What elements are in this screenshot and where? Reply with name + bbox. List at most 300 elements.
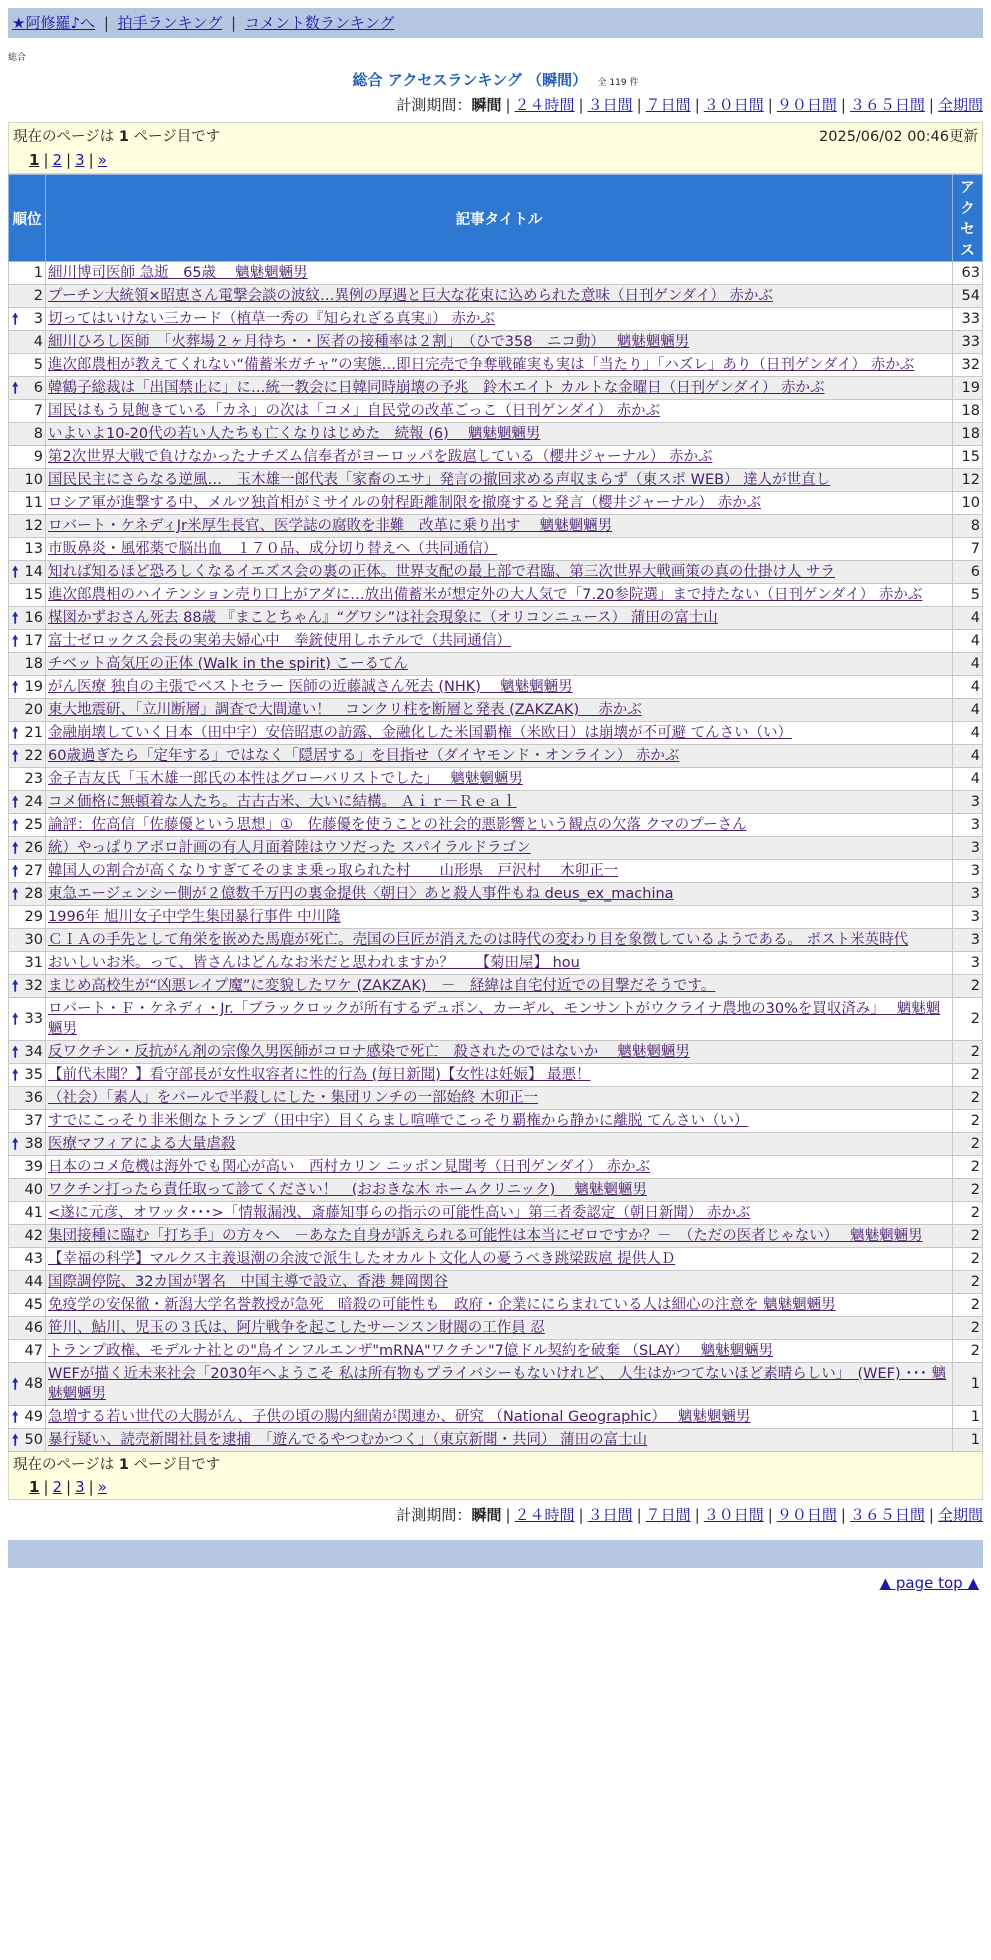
rank-number: 28 [24, 886, 43, 902]
article-link[interactable]: すでにこっそり非米側なトランプ（田中宇）目くらまし喧嘩でこっそり覇権から静かに離脱 てんさい（い） [48, 1113, 749, 1129]
access-count: 3 [953, 791, 983, 814]
table-row [9, 630, 983, 653]
period-link-0[interactable]: ２４時間 [514, 1506, 575, 1524]
article-link[interactable]: 急増する若い世代の大腸がん、子供の頃の腸内細菌が関連か、研究 （National Geographic） 魑魅魍魎男 [48, 1409, 751, 1425]
access-count: 1 [953, 1363, 983, 1406]
article-link[interactable]: 国際調停院、32カ国が署名 中国主導で設立、香港 舞岡関谷 [48, 1274, 449, 1290]
access-count: 2 [953, 1156, 983, 1179]
table-row [9, 975, 983, 998]
period-label: 計測期間： [396, 1506, 472, 1524]
article-link[interactable]: 医療マフィアによる大量虐殺 [48, 1136, 236, 1152]
table-row [9, 331, 983, 354]
article-link[interactable]: 【前代未聞？】看守部長が女性収容者に性的行為 (毎日新聞)【女性は妊娠】 最悪！ [48, 1067, 591, 1083]
access-count: 4 [953, 676, 983, 699]
up-arrow-icon: 🠕 [12, 816, 19, 834]
period-link-4[interactable]: ９０日間 [776, 96, 837, 114]
rank-cell [9, 561, 46, 584]
rank-number: 47 [24, 1343, 43, 1359]
table-row [9, 676, 983, 699]
period-separator: | [505, 1506, 511, 1524]
article-link[interactable]: （社会）「素人」をバールで半殺しにした・集団リンチの一部始終 木卯正一 [48, 1090, 539, 1106]
article-link[interactable]: 60歳過ぎたら「定年する」ではなく「隠居する」を目指せ（ダイヤモンド・オンライン） 赤かぶ [48, 748, 680, 764]
article-link[interactable]: 金子吉友氏「玉木雄一郎氏の本性はグローバリストでした」 魑魅魍魎男 [48, 771, 523, 787]
rank-cell [9, 998, 46, 1041]
rank-number: 2 [33, 288, 43, 304]
access-count: 2 [953, 1041, 983, 1064]
up-arrow-icon: 🠕 [12, 1010, 19, 1028]
up-arrow-icon: 🠕 [12, 1375, 19, 1393]
title-cell [46, 883, 953, 906]
page-link-2[interactable]: 2 [52, 1478, 63, 1496]
title-cell [46, 653, 953, 676]
table-row [9, 653, 983, 676]
page-link-2[interactable]: 2 [52, 151, 63, 169]
period-label: 計測期間： [396, 96, 472, 114]
title-cell [46, 1156, 953, 1179]
title-cell [46, 1429, 953, 1452]
title-cell [46, 423, 953, 446]
access-count: 8 [953, 515, 983, 538]
access-count: 4 [953, 768, 983, 791]
page-link-3[interactable]: 3 [75, 151, 85, 169]
rank-number: 35 [24, 1067, 43, 1083]
page-separator: | [88, 1478, 94, 1496]
article-link[interactable]: ワクチン打ったら責任取って診てください！ (おおきな木 ホームクリニック) 魑魅魍魎男 [48, 1182, 647, 1198]
top-nav-bar [8, 8, 983, 38]
article-link[interactable]: 東大地震研、「立川断層」調査で大間違い！ コンクリ柱を断層と発表 (ZAKZAK) 赤かぶ [48, 702, 642, 718]
period-separator: | [840, 1506, 846, 1524]
page-link-current[interactable] [29, 151, 39, 169]
page-link-3[interactable]: 3 [75, 1478, 85, 1496]
rank-cell [9, 354, 46, 377]
access-count: 18 [953, 400, 983, 423]
access-count: 19 [953, 377, 983, 400]
title-cell [46, 446, 953, 469]
up-arrow-icon: 🠕 [12, 885, 19, 903]
table-row [9, 1202, 983, 1225]
rank-number: 40 [24, 1182, 43, 1198]
title-cell [46, 745, 953, 768]
title-cell [46, 377, 953, 400]
up-arrow-icon: 🠕 [12, 977, 19, 995]
rank-cell [9, 1179, 46, 1202]
table-row [9, 584, 983, 607]
title-cell [46, 538, 953, 561]
rank-cell [9, 814, 46, 837]
title-cell [46, 492, 953, 515]
article-link[interactable]: 市販鼻炎・風邪薬で脳出血 １７０品、成分切り替えへ（共同通信） [48, 541, 498, 557]
title-cell [46, 906, 953, 929]
table-row [9, 1225, 983, 1248]
article-link[interactable]: ロバート・Ｆ・ケネディ・Jr.「ブラックロックが所有するデュポン、カーギル、モンサントがウクライナ農地の30%を買収済み」 魑魅魍魎男 [48, 1001, 941, 1037]
title-cell [46, 791, 953, 814]
title-cell [46, 929, 953, 952]
rank-cell [9, 1406, 46, 1429]
access-count: 7 [953, 538, 983, 561]
rank-cell [9, 653, 46, 676]
access-count: 63 [953, 262, 983, 285]
rank-number: 22 [24, 748, 43, 764]
rank-cell [9, 745, 46, 768]
article-link[interactable]: 富士ゼロックス会長の実弟夫婦心中 拳銃使用しホテルで（共同通信） [48, 633, 511, 649]
rank-cell [9, 1064, 46, 1087]
home-link[interactable]: ★阿修羅♪へ [12, 14, 96, 32]
title-cell [46, 607, 953, 630]
period-separator: | [578, 1506, 584, 1524]
pagination [13, 149, 978, 171]
period-separator: | [928, 1506, 934, 1524]
article-link[interactable]: 進次郎農相のハイテンション売り口上がアダに…放出備蓄米が想定外の大人気で「7.20参院選」まで持たない（日刊ゲンダイ） 赤かぶ [48, 587, 923, 603]
access-count: 3 [953, 860, 983, 883]
title-cell [46, 469, 953, 492]
table-row [9, 860, 983, 883]
rank-number: 44 [24, 1274, 43, 1290]
access-count: 12 [953, 469, 983, 492]
access-count: 3 [953, 952, 983, 975]
rank-number: 25 [24, 817, 43, 833]
title-cell [46, 285, 953, 308]
period-link-4[interactable]: ９０日間 [776, 1506, 837, 1524]
article-link[interactable]: ＣＩＡの手先として角栄を嵌めた馬鹿が死亡。売国の巨匠が消えたのは時代の変わり目を象徴しているようである。 ポスト米英時代 [48, 932, 909, 948]
comment-ranking-link[interactable]: コメント数ランキング [244, 14, 395, 32]
table-row [9, 492, 983, 515]
current-page-text: 現在のページは 1 ページ目です [13, 1457, 221, 1473]
period-link-5[interactable]: ３６５日間 [849, 96, 925, 114]
up-arrow-icon: 🠕 [12, 1431, 19, 1449]
rank-number: 37 [24, 1113, 43, 1129]
rank-number: 9 [33, 449, 43, 465]
article-link[interactable]: WEFが描く近未来社会「2030年へようこそ 私は所有物もプライバシーもないけれど、 人生はかつてないほど素晴らしい」 (WEF) ･･･ 魑魅魍魎男 [48, 1366, 947, 1402]
category-label: 総合 [8, 53, 27, 63]
article-link[interactable]: プーチン大統領×昭恵さん電撃会談の波紋…異例の厚遇と巨大な花束に込められた意味（日刊ゲンダイ） 赤かぶ [48, 288, 773, 304]
article-link[interactable]: 金融崩壊していく日本（田中宇）安倍昭恵の訪露、金融化した米国覇権（米欧日）は崩壊が不可避 てんさい（い） [48, 725, 793, 741]
rank-number: 43 [24, 1251, 43, 1267]
article-link[interactable]: 反ワクチン・反抗がん剤の宗像久男医師がコロナ感染で死亡 殺されたのではないか 魑魅魍魎男 [48, 1044, 690, 1060]
table-row [9, 998, 983, 1041]
access-count: 2 [953, 1294, 983, 1317]
table-row [9, 745, 983, 768]
page-separator: | [66, 1478, 72, 1496]
article-link[interactable]: ロシア軍が進撃する中、メルツ独首相がミサイルの射程距離制限を撤廃すると発言（櫻井ジャーナル） 赤かぶ [48, 495, 762, 511]
article-link[interactable]: <遂に元彦、オワッタ･･･>「情報漏洩、斎藤知事らの指示の可能性高い」第三者委認定（朝日新聞） 赤かぶ [48, 1205, 751, 1221]
article-link[interactable]: 1996年 旭川女子中学生集団暴行事件 中川隆 [48, 909, 341, 925]
article-link[interactable]: 細川博司医師 急逝 65歳 魑魅魍魎男 [48, 265, 308, 281]
title-cell [46, 1133, 953, 1156]
article-link[interactable]: いよいよ10-20代の若い人たちも亡くなりはじめた 続報 (6) 魑魅魍魎男 [48, 426, 541, 442]
access-count: 2 [953, 1110, 983, 1133]
period-link-1[interactable]: ３日間 [587, 1506, 633, 1524]
title-cell [46, 722, 953, 745]
title-cell [46, 975, 953, 998]
article-link[interactable]: 日本のコメ危機は海外でも関心が高い 西村カリン ニッポン見聞考（日刊ゲンダイ） 赤かぶ [48, 1159, 650, 1175]
access-count: 2 [953, 1202, 983, 1225]
rank-number: 34 [24, 1044, 43, 1060]
access-count: 4 [953, 745, 983, 768]
title-cell [46, 1064, 953, 1087]
rank-number: 26 [24, 840, 43, 856]
table-row [9, 262, 983, 285]
period-link-6[interactable]: 全期間 [937, 1506, 983, 1524]
article-link[interactable]: がん医療 独自の主張でベストセラー 医師の近藤誠さん死去 (NHK) 魑魅魍魎男 [48, 679, 573, 695]
access-count: 4 [953, 722, 983, 745]
access-count: 1 [953, 1429, 983, 1452]
rank-cell [9, 469, 46, 492]
access-count: 3 [953, 837, 983, 860]
page-separator: | [66, 151, 72, 169]
rank-number: 38 [24, 1136, 43, 1152]
article-link[interactable]: 知れば知るほど恐ろしくなるイエズス会の裏の正体。世界支配の最上部で君臨、第三次世界大戦画策の真の仕掛け人 サラ [48, 564, 836, 580]
title-cell [46, 1110, 953, 1133]
period-separator: | [928, 96, 934, 114]
article-link[interactable]: 楳図かずおさん死去 88歳 『まことちゃん』“グワシ”は社会現象に（オリコンニュース） 蒲田の富士山 [48, 610, 718, 626]
period-link-0[interactable]: ２４時間 [514, 96, 575, 114]
article-link[interactable]: 細川ひろし医師 「火葬場２ヶ月待ち・・医者の接種率は２割」 （ひで358 ニコ動） 魑魅魍魎男 [48, 334, 690, 350]
article-link[interactable]: 【幸福の科学】マルクス主義退潮の余波で派生したオカルト文化人の憂うべき跳梁跋扈 提供人Ｄ [48, 1251, 676, 1267]
rank-cell [9, 676, 46, 699]
up-arrow-icon: 🠕 [12, 1408, 19, 1426]
table-row [9, 1248, 983, 1271]
rank-number: 19 [24, 679, 43, 695]
period-separator: | [767, 1506, 773, 1524]
title-cell [46, 308, 953, 331]
article-link[interactable]: ロバート・ケネディJr米厚生長官、医学誌の腐敗を非難 改革に乗り出す 魑魅魍魎男 [48, 518, 613, 534]
article-link[interactable]: 国民はもう見飽きている「カネ」の次は「コメ」自民党の改革ごっこ（日刊ゲンダイ） 赤かぶ [48, 403, 661, 419]
page-title: 総合 アクセスランキング （瞬間） [352, 71, 588, 89]
page-info-box [8, 122, 983, 174]
updated-time: 2025/06/02 00:46更新 [819, 129, 978, 145]
rank-cell [9, 308, 46, 331]
access-count: 2 [953, 1133, 983, 1156]
rank-cell [9, 860, 46, 883]
rank-number: 42 [24, 1228, 43, 1244]
up-arrow-icon: 🠕 [12, 310, 19, 328]
next-page-link[interactable]: » [97, 1478, 107, 1496]
article-link[interactable]: まじめ高校生が“凶悪レイプ魔”に変貌したワケ (ZAKZAK) － 経緯は自宅付近での目撃だそうです。 [48, 978, 716, 994]
article-link[interactable]: 免疫学の安保徹・新潟大学名誉教授が急死 暗殺の可能性も 政府・企業ににらまれている人は細心の注意を 魑魅魍魎男 [48, 1297, 836, 1313]
rank-number: 39 [24, 1159, 43, 1175]
title-cell [46, 354, 953, 377]
title-cell [46, 630, 953, 653]
rank-cell [9, 1363, 46, 1406]
article-link[interactable]: 集団接種に臨む「打ち手」の方々へ －あなた自身が訴えられる可能性は本当にゼロですか？－ （ただの医者じゃない） 魑魅魍魎男 [48, 1228, 923, 1244]
table-row [9, 1429, 983, 1452]
period-link-2[interactable]: ７日間 [645, 96, 691, 114]
rank-number: 41 [24, 1205, 43, 1221]
title-cell [46, 699, 953, 722]
table-row [9, 423, 983, 446]
rank-number: 16 [24, 610, 43, 626]
table-row [9, 1294, 983, 1317]
period-separator: | [636, 1506, 642, 1524]
article-link[interactable]: 統）やっぱりアポロ計画の有人月面着陸はウソだった スパイラルドラゴン [48, 840, 531, 856]
rank-cell [9, 492, 46, 515]
access-count: 4 [953, 653, 983, 676]
table-row [9, 1406, 983, 1429]
period-separator: | [840, 96, 846, 114]
table-row [9, 1340, 983, 1363]
period-separator: | [505, 96, 511, 114]
clap-ranking-link[interactable]: 拍手ランキング [117, 14, 223, 32]
table-row [9, 814, 983, 837]
title-cell [46, 952, 953, 975]
page-link-current[interactable] [29, 1478, 39, 1496]
table-row [9, 354, 983, 377]
access-count: 54 [953, 285, 983, 308]
rank-cell [9, 331, 46, 354]
article-link[interactable]: トランプ政権、モデルナ社との"鳥インフルエンザ"mRNA"ワクチン"7億ドル契約を破棄 （SLAY） 魑魅魍魎男 [48, 1343, 774, 1359]
up-arrow-icon: 🠕 [12, 678, 19, 696]
title-cell [46, 1271, 953, 1294]
up-arrow-icon: 🠕 [12, 793, 19, 811]
title-cell [46, 1294, 953, 1317]
rank-cell [9, 446, 46, 469]
table-row [9, 285, 983, 308]
title-cell [46, 676, 953, 699]
rank-number: 36 [24, 1090, 43, 1106]
rank-number: 5 [33, 357, 43, 373]
rank-cell [9, 975, 46, 998]
table-row [9, 768, 983, 791]
page-top-link[interactable]: ▲ page top ▲ [879, 1574, 979, 1592]
rank-number: 15 [24, 587, 43, 603]
rank-number: 23 [24, 771, 43, 787]
rank-number: 50 [24, 1432, 43, 1448]
rank-cell [9, 1156, 46, 1179]
article-link[interactable]: コメ価格に無頓着な人たち。古古古米、大いに結構。 Ａｉｒ－Ｒｅａｌ [48, 794, 517, 810]
rank-cell [9, 1429, 46, 1452]
table-row [9, 699, 983, 722]
nav-separator: | [103, 14, 109, 32]
table-row [9, 1064, 983, 1087]
rank-number: 14 [24, 564, 43, 580]
rank-number: 12 [24, 518, 43, 534]
next-page-link[interactable]: » [97, 151, 107, 169]
table-row [9, 1133, 983, 1156]
article-link[interactable]: 東急エージェンシー側が２億数千万円の裏金提供〈朝日〉あと殺人事件もね deus_ex_machina [48, 886, 674, 902]
table-row [9, 377, 983, 400]
period-separator: | [578, 96, 584, 114]
up-arrow-icon: 🠕 [12, 1043, 19, 1061]
access-count: 1 [953, 1406, 983, 1429]
article-link[interactable]: 韓国人の割合が高くなりすぎてそのまま乗っ取られた村 山形県 戸沢村 木卯正一 [48, 863, 619, 879]
table-row [9, 1156, 983, 1179]
access-count: 2 [953, 1317, 983, 1340]
article-link[interactable]: 進次郎農相が教えてくれない“備蓄米ガチャ”の実態…即日完売で争奪戦確実も実は「当たり」「ハズレ」あり（日刊ゲンダイ） 赤かぶ [48, 357, 915, 373]
rank-cell [9, 285, 46, 308]
period-link-1[interactable]: ３日間 [587, 96, 633, 114]
access-count: 4 [953, 607, 983, 630]
rank-number: 31 [24, 955, 43, 971]
access-count: 2 [953, 1271, 983, 1294]
title-cell [46, 1087, 953, 1110]
article-link[interactable]: 論評：佐高信「佐藤優という思想」① 佐藤優を使うことの社会的悪影響という観点の欠落 クマのプーさん [48, 817, 747, 833]
title-cell [46, 1179, 953, 1202]
period-link-6[interactable]: 全期間 [937, 96, 983, 114]
article-link[interactable]: 国民民主にさらなる逆風… 玉木雄一郎代表「家畜のエサ」発言の撤回求める声収まらず（東スポ WEB） 達人が世直し [48, 472, 831, 488]
rank-cell [9, 906, 46, 929]
access-count: 6 [953, 561, 983, 584]
pagination [13, 1476, 978, 1498]
title-cell [46, 1363, 953, 1406]
article-link[interactable]: チベット高気圧の正体 (Walk in the spirit) こーるてん [48, 656, 408, 672]
table-row [9, 1363, 983, 1406]
access-count: 5 [953, 584, 983, 607]
up-arrow-icon: 🠕 [12, 563, 19, 581]
table-row [9, 722, 983, 745]
rank-number: 18 [24, 656, 43, 672]
period-current: 瞬間 [471, 1506, 502, 1524]
period-link-5[interactable]: ３６５日間 [849, 1506, 925, 1524]
rank-cell [9, 883, 46, 906]
title-cell [46, 1248, 953, 1271]
rank-cell [9, 722, 46, 745]
page-title-row [0, 70, 991, 90]
rank-cell [9, 1294, 46, 1317]
page-link-1[interactable]: 1 [29, 1478, 40, 1496]
bottom-page-info-box [8, 1452, 983, 1500]
table-row [9, 952, 983, 975]
period-link-2[interactable]: ７日間 [645, 1506, 691, 1524]
title-cell [46, 515, 953, 538]
table-row [9, 929, 983, 952]
period-current: 瞬間 [471, 96, 502, 114]
rank-cell [9, 1202, 46, 1225]
period-separator: | [694, 1506, 700, 1524]
rank-number: 27 [24, 863, 43, 879]
access-count: 18 [953, 423, 983, 446]
period-separator: | [636, 96, 642, 114]
rank-cell [9, 584, 46, 607]
article-link[interactable]: 第2次世界大戦で負けなかったナチズム信奉者がヨーロッパを跋扈している（櫻井ジャーナル） 赤かぶ [48, 449, 713, 465]
period-selector [8, 94, 983, 116]
title-cell [46, 331, 953, 354]
rank-cell [9, 952, 46, 975]
rank-number: 32 [24, 978, 43, 994]
rank-number: 11 [24, 495, 43, 511]
title-cell [46, 584, 953, 607]
title-cell [46, 1406, 953, 1429]
rank-number: 4 [33, 334, 43, 350]
rank-number: 30 [24, 932, 43, 948]
title-cell [46, 1317, 953, 1340]
rank-cell [9, 377, 46, 400]
rank-cell [9, 1317, 46, 1340]
period-link-3[interactable]: ３０日間 [703, 1506, 764, 1524]
article-link[interactable]: 韓鶴子総裁は「出国禁止に」に…統一教会に日韓同時崩壊の予兆 鈴木エイト カルトな金曜日（日刊ゲンダイ） 赤かぶ [48, 380, 825, 396]
article-link[interactable]: おいしいお米。って、皆さんはどんなお米だと思われますか？ 【菊田屋】 hou [48, 955, 580, 971]
rank-column-header: 順位 [9, 175, 46, 262]
up-arrow-icon: 🠕 [12, 1135, 19, 1153]
period-link-3[interactable]: ３０日間 [703, 96, 764, 114]
table-row [9, 561, 983, 584]
rank-cell [9, 791, 46, 814]
rank-cell [9, 1340, 46, 1363]
article-link[interactable]: 笹川、鮎川、児玉の３氏は、阿片戦争を起こしたサーンスン財閥の工作員 忍 [48, 1320, 545, 1336]
rank-number: 48 [24, 1376, 43, 1392]
access-count: 3 [953, 929, 983, 952]
rank-cell [9, 1133, 46, 1156]
rank-number: 8 [33, 426, 43, 442]
page-link-1[interactable]: 1 [29, 151, 40, 169]
rank-cell [9, 1041, 46, 1064]
article-link[interactable]: 暴行疑い、読売新聞社員を逮捕 「遊んでるやつむかつく」（東京新聞・共同） 蒲田の富士山 [48, 1432, 648, 1448]
table-row [9, 515, 983, 538]
table-row [9, 538, 983, 561]
rank-cell [9, 400, 46, 423]
access-count: 2 [953, 1087, 983, 1110]
article-link[interactable]: 切ってはいけない三カード（植草一秀の『知られざる真実』） 赤かぶ [48, 311, 495, 327]
rank-cell [9, 262, 46, 285]
